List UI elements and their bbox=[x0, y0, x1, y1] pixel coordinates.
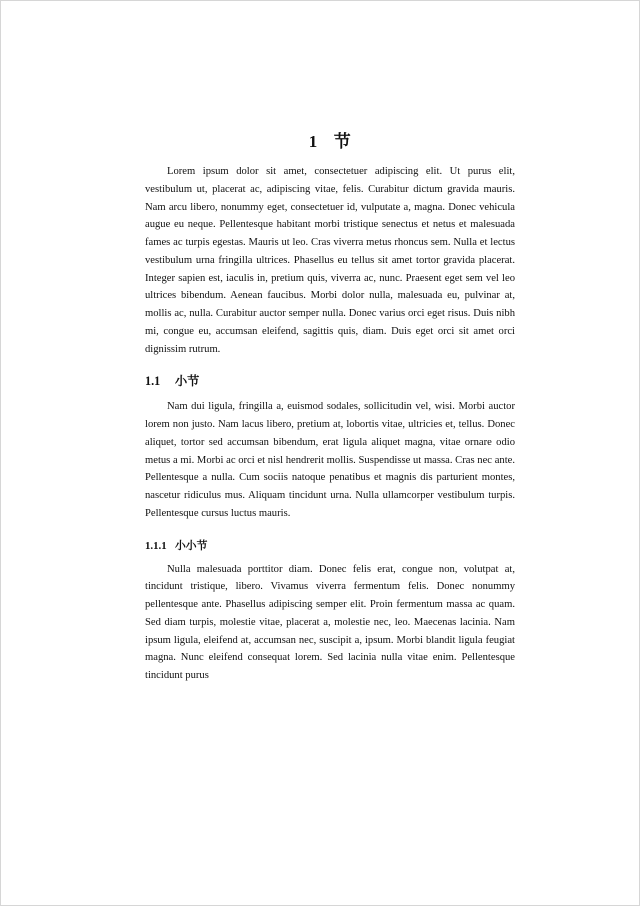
section-paragraph: Lorem ipsum dolor sit amet, consectetuer adipiscing elit. Ut purus elit, vestibulum ut, placerat ac, adipiscing vitae, felis. Curabitur dictum gravida mauris. Nam arcu libero, nonummy eget, consectetuer id, vulputate a, magna. Donec vehicula augue eu neque. Pellentesque habitant morbi tristique senectus et netus et malesuada fames ac turpis egestas. Mauris ut leo. Cras viverra metus rhoncus sem. Nulla et lectus vestibulum urna fringilla ultrices. Phasellus eu tellus sit amet tortor gravida placerat. Integer sapien est, iaculis in, pretium quis, viverra ac, nunc. Praesent eget sem vel leo ultrices bibendum. Aenean faucibus. Morbi dolor nulla, malesuada eu, pulvinar at, mollis ac, nulla. Curabitur auctor semper nulla. Donec varius orci eget risus. Duis nibh mi, congue eu, accumsan eleifend, sagittis quis, diam. Duis eget orci sit amet orci dignissim rutrum. bbox=[145, 166, 515, 355]
section-number: 1 bbox=[308, 132, 318, 151]
subsection-number: 1.1 bbox=[145, 374, 161, 389]
subsection-title: 小节 bbox=[175, 374, 200, 389]
subsection-heading bbox=[145, 372, 515, 390]
section-title: 节 bbox=[333, 132, 352, 151]
page-content bbox=[145, 131, 515, 685]
subsubsection-paragraph: Nulla malesuada porttitor diam. Donec felis erat, congue non, volutpat at, tincidunt tristique, libero. Vivamus viverra fermentum felis. Donec nonummy pellentesque ante. Phasellus adipiscing semper elit. Proin fermentum massa ac quam. Sed diam turpis, molestie vitae, placerat a, molestie nec, leo. Maecenas lacinia. Nam ipsum ligula, eleifend at, accumsan nec, suscipit a, ipsum. Morbi blandit ligula feugiat magna. Nunc eleifend consequat lorem. Sed lacinia nulla vitae enim. Pellentesque tincidunt purus bbox=[145, 563, 515, 681]
section-heading bbox=[145, 131, 515, 153]
subsubsection-title: 小小节 bbox=[175, 539, 208, 552]
subsubsection-heading bbox=[145, 537, 515, 555]
subsubsection-number: 1.1.1 bbox=[145, 539, 167, 552]
subsection-paragraph: Nam dui ligula, fringilla a, euismod sodales, sollicitudin vel, wisi. Morbi auctor lorem non justo. Nam lacus libero, pretium at, lobortis vitae, ultricies et, tellus. Donec aliquet, tortor sed accumsan bibendum, erat ligula aliquet magna, vitae ornare odio metus a mi. Morbi ac orci et nisl hendrerit mollis. Suspendisse ut massa. Cras nec ante. Pellentesque a nulla. Cum sociis natoque penatibus et magnis dis parturient montes, nascetur ridiculus mus. Aliquam tincidunt urna. Nulla ullamcorper vestibulum turpis. Pellentesque cursus luctus mauris. bbox=[145, 401, 515, 519]
